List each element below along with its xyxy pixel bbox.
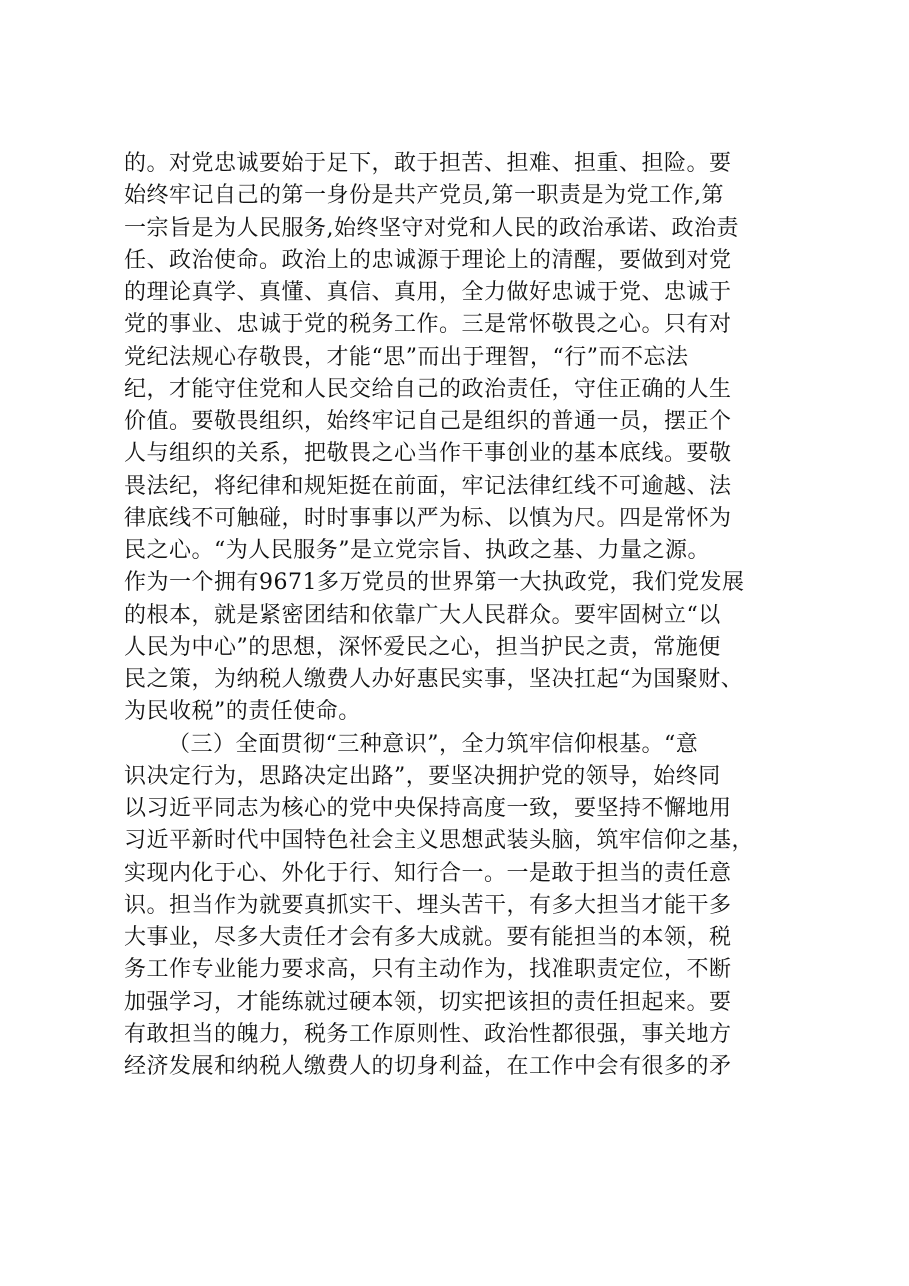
text-line: 价值。要敬畏组织，始终牢记自己是组织的普通一员，摆正个 <box>124 409 732 434</box>
text-line: 畏法纪，将纪律和规矩挺在前面，牢记法律红线不可逾越、法 <box>124 473 732 499</box>
text-line: 经济发展和纳税人缴费人的切身利益，在工作中会有很多的矛 <box>124 1054 732 1079</box>
text-line: 的。对党忠诚要始于足下，敢于担苦、担难、担重、担险。要 <box>124 151 732 176</box>
text-line: 人民为中心”的思想，深怀爱民之心，担当护民之责，常施便 <box>124 634 721 660</box>
text-line: 有敢担当的魄力，税务工作原则性、政治性都很强，事关地方 <box>124 1021 732 1047</box>
section-heading-line: （三）全面贯彻“三种意识”，全力筑牢信仰根基。“意 <box>168 731 699 757</box>
text-line: 识决定行为，思路决定出路”，要坚决拥护党的领导，始终同 <box>124 763 721 789</box>
text-line: 的根本，就是紧密团结和依靠广大人民群众。要牢固树立“以 <box>124 602 721 628</box>
text-line: 加强学习，才能练就过硬本领，切实把该担的责任担起来。要 <box>124 989 732 1015</box>
text-line: 始终牢记自己的第一身份是共产党员,第一职责是为党工作,第 <box>124 183 724 209</box>
text-line: 人与组织的关系，把敬畏之心当作干事创业的基本底线。要敬 <box>124 441 732 467</box>
text-line: 以习近平同志为核心的党中央保持高度一致，要坚持不懈地用 <box>124 796 732 821</box>
text-line: 民之策，为纳税人缴费人办好惠民实事，坚决扛起“为国聚财、 <box>124 667 744 692</box>
text-line: 务工作专业能力要求高，只有主动作为，找准职责定位，不断 <box>124 957 732 983</box>
text-line: 为民收税”的责任使命。 <box>124 699 361 725</box>
text-line: 党纪法规心存敬畏，才能“思”而出于理智，“行”而不忘法 <box>124 344 689 370</box>
text-line: 民之心。“为人民服务”是立党宗旨、执政之基、力量之源。 <box>124 538 710 563</box>
text-line: 律底线不可触碰，时时事事以严为标、以慎为尺。四是常怀为 <box>124 505 732 531</box>
text-line: 任、政治使命。政治上的忠诚源于理论上的清醒，要做到对党 <box>124 247 732 273</box>
text-line: 大事业，尽多大责任才会有多大成就。要有能担当的本领，税 <box>124 925 732 950</box>
text-line: 一宗旨是为人民服务,始终坚守对党和人民的政治承诺、政治责 <box>124 215 739 241</box>
text-line: 实现内化于心、外化于行、知行合一。一是敢于担当的责任意 <box>124 860 732 886</box>
body-text <box>124 148 824 1083</box>
text-line: 习近平新时代中国特色社会主义思想武装头脑，筑牢信仰之基， <box>124 828 755 854</box>
text-line: 党的事业、忠诚于党的税务工作。三是常怀敬畏之心。只有对 <box>124 312 732 338</box>
text-line: 作为一个拥有9671多万党员的世界第一大执政党，我们党发展 <box>124 570 745 596</box>
text-line: 识。担当作为就要真抓实干、埋头苦干，有多大担当才能干多 <box>124 892 732 918</box>
text-line: 纪，才能守住党和人民交给自己的政治责任，守住正确的人生 <box>124 376 732 402</box>
text-line: 的理论真学、真懂、真信、真用，全力做好忠诚于党、忠诚于 <box>124 280 732 305</box>
